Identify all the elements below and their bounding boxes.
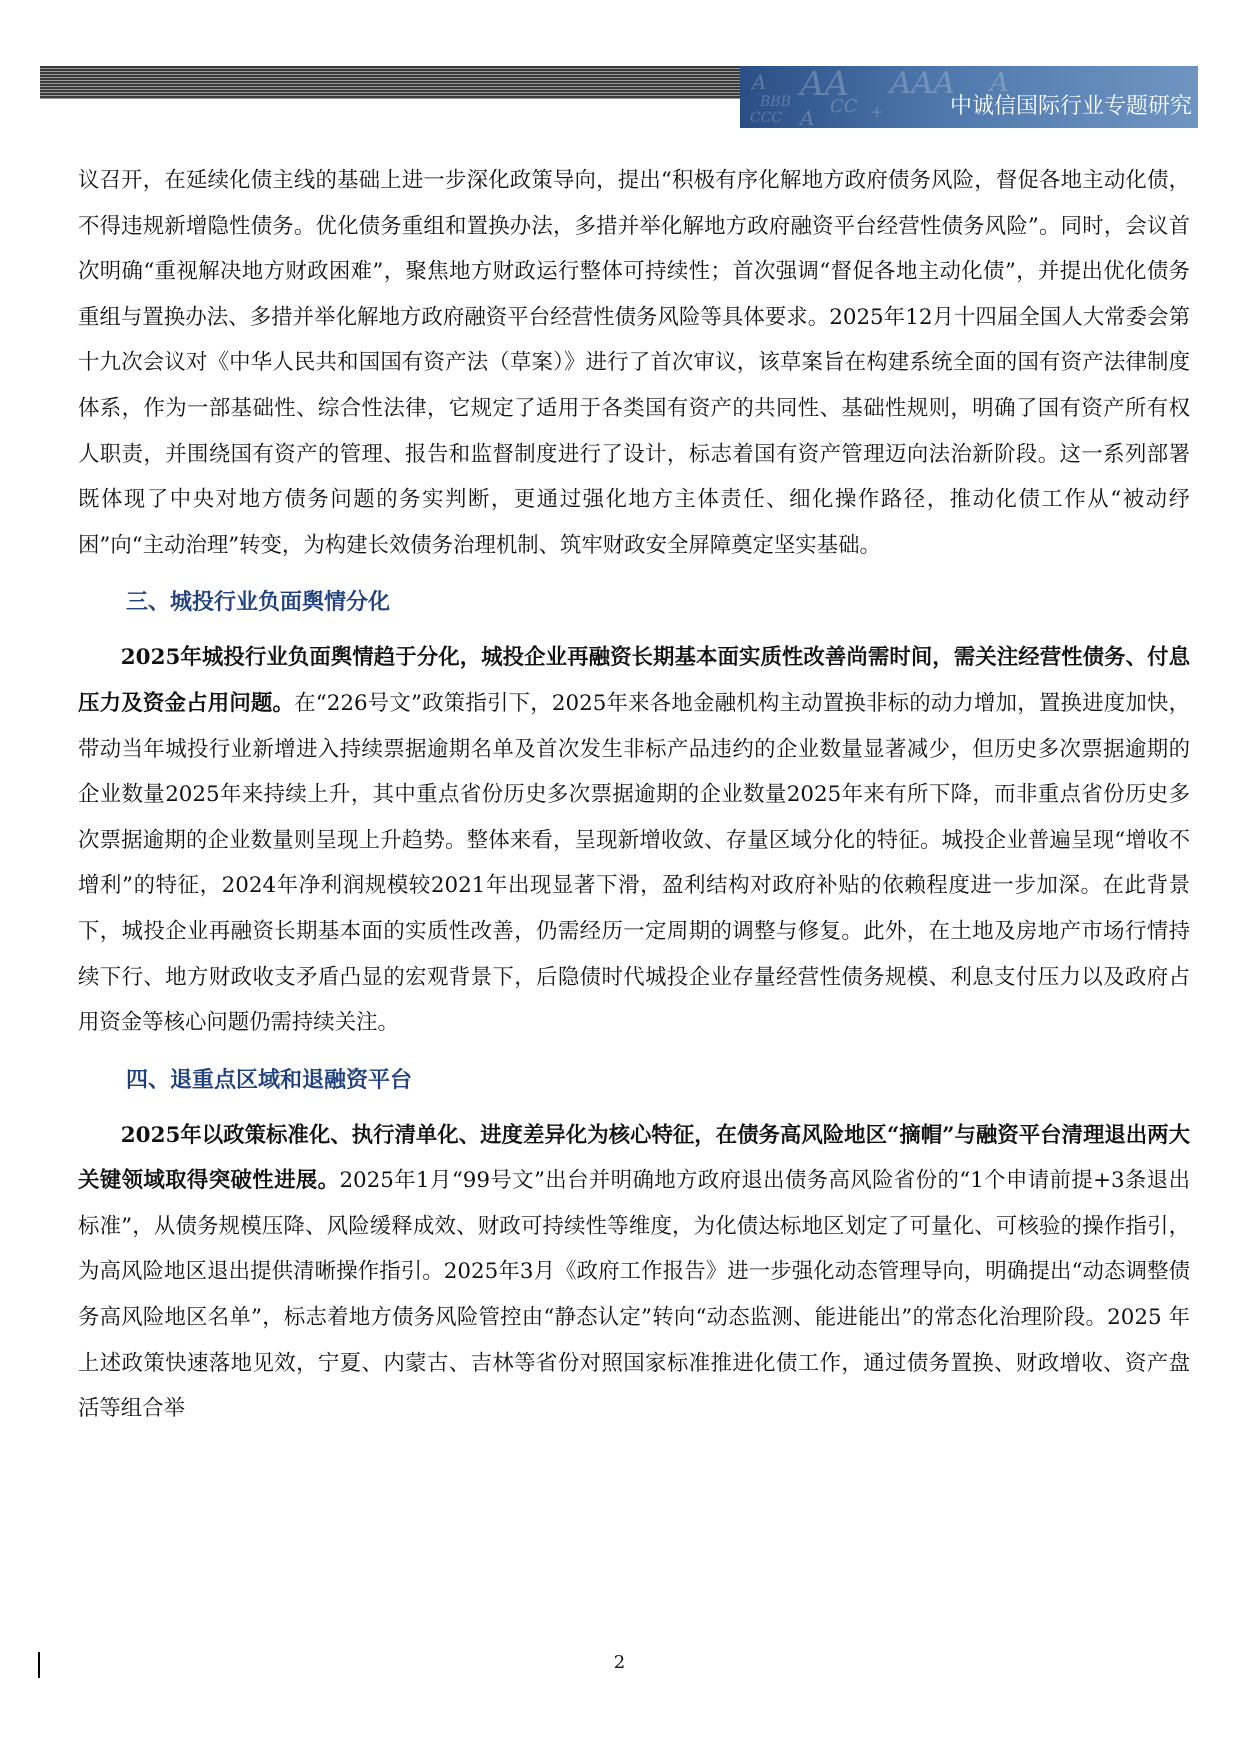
section-heading-4: 四、退重点区域和退融资平台 bbox=[126, 1067, 413, 1093]
header-title: 中诚信国际行业专题研究 bbox=[949, 94, 1192, 119]
section4-body: 2025年1月“99号文”出台并明确地方政府退出债务高风险省份的“1个申请前提+3条退出标准”，从债务规模压降、风险缓释成效、财政可持续性等维度，为化债达标地区划定了可量化、可核验的操作指引，为高风险地区退出提供清晰操作指引。2025年3月《政府工作报告》进一步强化动态管理导向，明确提出“动态调整债务高风险地区名单”，标志着地方债务风险管控由“静态认定”转向“动态监测、能进能出”的常态化治理阶段。2025 年上述政策快速落地见效，宁夏、内蒙古、吉林等省份对照国家标准推进化债工作，通过债务置换、财政增收、资产盘活等组合举 bbox=[78, 1168, 1190, 1422]
section3-lead: 2025年城投行业负面舆情趋于分化，城投企业再融资长期基本面实质性改善尚需时间，需关注经营性债务、付息压力及资金占用问题。 bbox=[78, 645, 1190, 716]
intro-paragraph: 议召开，在延续化债主线的基础上进一步深化政策导向，提出“积极有序化解地方政府债务风险，督促各地主动化债，不得违规新增隐性债务。优化债务重组和置换办法，多措并举化解地方政府融资平台经营性债务风险”。同时，会议首次明确“重视解决地方财政困难”，聚焦地方财政运行整体可持续性；首次强调“督促各地主动化债”，并提出优化债务重组与置换办法、多措并举化解地方政府融资平台经营性债务风险等具体要求。2025年12月十四届全国人大常委会第十九次会议对《中华人民共和国国有资产法（草案）》进行了首次审议，该草案旨在构建系统全面的国有资产法律制度体系，作为一部基础性、综合性法律，它规定了适用于各类国有资产的共同性、基础性规则，明确了国有资产所有权人职责，并围绕国有资产的管理、报告和监督制度进行了设计，标志着国有资产管理迈向法治新阶段。这一系列部署既体现了中央对地方债务问题的务实判断，更通过强化地方主体责任、细化操作路径，推动化债工作从“被动纾困”向“主动治理”转变，为构建长效债务治理机制、筑牢财政安全屏障奠定坚实基础。 bbox=[78, 168, 1190, 558]
header-banner bbox=[740, 66, 1198, 128]
section3-paragraph bbox=[78, 635, 1190, 1045]
header-stripe-bar bbox=[40, 66, 740, 99]
section-heading-3: 三、城投行业负面舆情分化 bbox=[126, 590, 391, 616]
page-number: 2 bbox=[613, 1652, 626, 1673]
section3-body: 在“226号文”政策指引下，2025年来各地金融机构主动置换非标的动力增加，置换进度加快，带动当年城投行业新增进入持续票据逾期名单及首次发生非标产品违约的企业数量显著减少，但历史多次票据逾期的企业数量2025年来持续上升，其中重点省份历史多次票据逾期的企业数量2025年来有所下降，而非重点省份历史多次票据逾期的企业数量则呈现上升趋势。整体来看，呈现新增收敛、存量区域分化的特征。城投企业普遍呈现“增收不增利”的特征，2024年净利润规模较2021年出现显著下滑，盈利结构对政府补贴的依赖程度进一步加深。在此背景下，城投企业再融资长期基本面的实质性改善，仍需经历一定周期的调整与修复。此外，在土地及房地产市场行情持续下行、地方财政收支矛盾凸显的宏观背景下，后隐债时代城投企业存量经营性债务规模、利息支付压力以及政府占用资金等核心问题仍需持续关注。 bbox=[78, 690, 1190, 1036]
section4-paragraph bbox=[78, 1113, 1190, 1432]
document-body bbox=[78, 158, 1190, 1432]
banner-decoration: A AA AAA A BBB CC CCC A + bbox=[750, 66, 1009, 128]
section4-lead: 2025年以政策标准化、执行清单化、进度差异化为核心特征，在债务高风险地区“摘帽”与融资平台清理退出两大关键领域取得突破性进展。 bbox=[78, 1122, 1190, 1194]
